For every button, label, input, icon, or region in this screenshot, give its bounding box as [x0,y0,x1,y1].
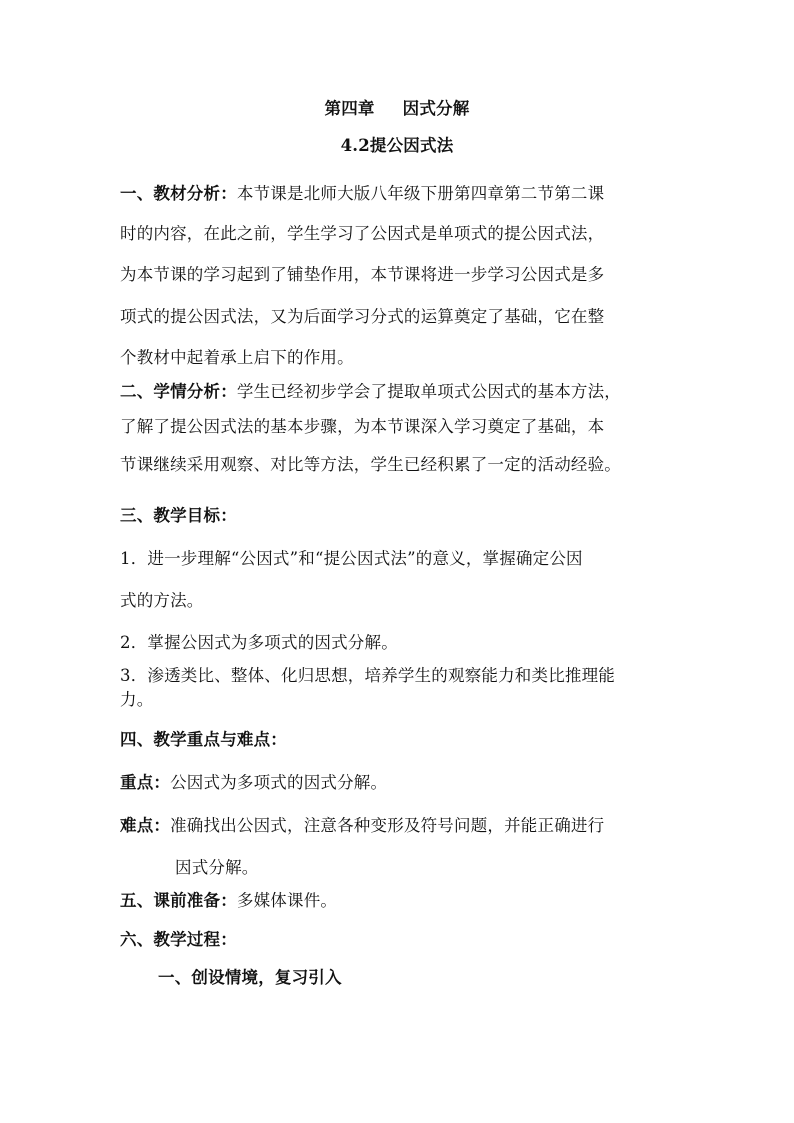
s3-item-3-cont: 力。 [120,690,154,709]
chapter-title [0,98,794,120]
s1-text-1: 本节课是北师大版八年级下册第四章第二节第二课 [236,184,605,203]
s3-item-3: 3．渗透类比、整体、化归思想，培养学生的观察能力和类比推理能 [120,666,615,685]
s2-text-1: 学生已经初步学会了提取单项式公因式的基本方法， [236,382,622,401]
s3-item-1-cont: 式的方法。 [120,591,204,610]
s3-label: 三、教学目标： [120,506,237,525]
s2-label: 二、学情分析： [120,382,237,401]
section-title: 4.2提公因式法 [340,136,454,155]
s2-line-3: 节课继续采用观察、对比等方法，学生已经积累了一定的活动经验。 [120,455,621,474]
s1-line-3: 为本节课的学习起到了铺垫作用，本节课将进一步学习公因式是多 [120,265,605,284]
s4-label: 四、教学重点与难点： [120,730,287,749]
s3-item-1: 1．进一步理解“公因式”和“提公因式法”的意义，掌握确定公因 [120,549,583,568]
s5-line [120,890,337,912]
s5-label: 五、课前准备： [120,891,237,910]
key-point-text: 公因式为多项式的因式分解。 [170,773,388,792]
s3-item-2: 2．掌握公因式为多项式的因式分解。 [120,633,398,652]
s5-text: 多媒体课件。 [236,891,338,910]
chapter-number: 第四章 [324,99,375,118]
s4-key-line [120,772,387,794]
difficult-point-text: 准确找出公因式，注意各种变形及符号问题，并能正确进行 [170,816,605,835]
s6-subheading-1: 一、创设情境，复习引入 [158,968,342,987]
key-point-label: 重点： [120,773,171,792]
s6-label: 六、教学过程： [120,930,237,949]
s1-line-5: 个教材中起着承上启下的作用。 [120,348,354,367]
s1-label: 一、教材分析： [120,184,237,203]
s1-line-4: 项式的提公因式法，又为后面学习分式的运算奠定了基础，它在整 [120,307,605,326]
s2-line-1 [120,381,621,403]
chapter-name: 因式分解 [402,99,470,118]
s2-line-2: 了解了提公因式法的基本步骤，为本节课深入学习奠定了基础，本 [120,417,605,436]
s1-line-2: 时的内容，在此之前，学生学习了公因式是单项式的提公因式法， [120,224,605,243]
s1-line-1 [120,183,604,205]
difficult-point-label: 难点： [120,816,171,835]
s4-difficult-cont: 因式分解。 [175,858,259,877]
s4-difficult-line [120,815,604,837]
